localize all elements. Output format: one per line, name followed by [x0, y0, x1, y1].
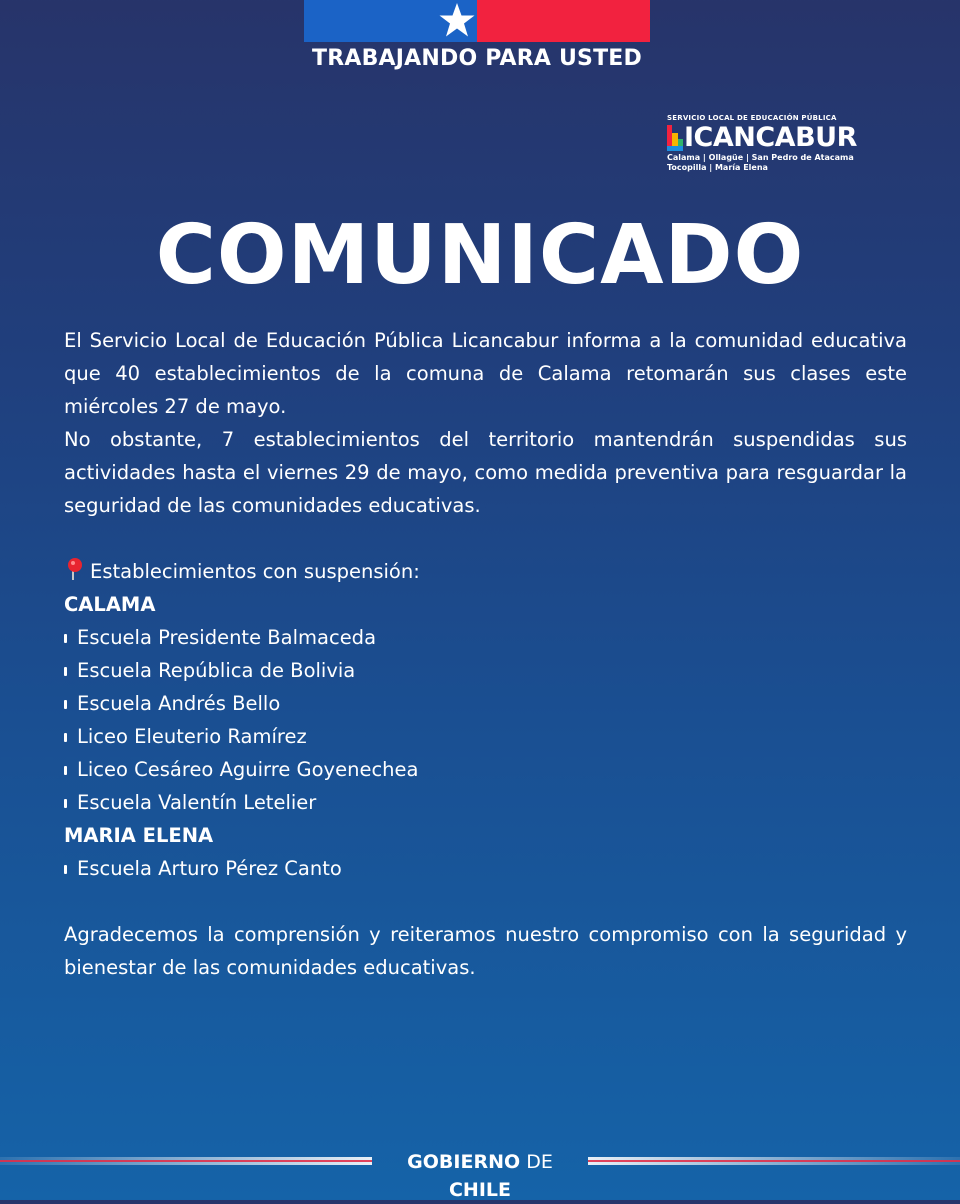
region-calama: CALAMA	[64, 593, 156, 616]
list-item: Escuela Presidente Balmaceda	[64, 621, 907, 654]
footer-stripe-left	[0, 1157, 372, 1165]
footer-stripe-right	[588, 1157, 960, 1165]
government-logo-text: GOBIERNO DE CHILE	[407, 1151, 553, 1201]
header-slogan: TRABAJANDO PARA USTED	[312, 46, 642, 71]
logo-sub-line-1: Calama | Ollagüe | San Pedro de Atacama	[667, 153, 854, 162]
page-title: COMUNICADO	[155, 208, 805, 303]
logo-name: ICANCABUR	[684, 122, 857, 153]
list-heading: Establecimientos con suspensión:	[90, 560, 420, 583]
paragraph-2: No obstante, 7 establecimientos del territorio mantendrán suspendidas sus actividades hasta el viernes 29 de mayo, como medida preventiva para resguardar la seguridad de las comunidades educativas.	[64, 428, 907, 517]
closing-paragraph: Agradecemos la comprensión y reiteramos nuestro compromiso con la seguridad y bienestar de las comunidades educativas.	[64, 923, 907, 979]
logo-top-line: SERVICIO LOCAL DE EDUCACIÓN PÚBLICA	[667, 114, 837, 122]
logo-mark-icon	[667, 125, 683, 151]
flag-blue-field	[304, 0, 477, 42]
list-item: Escuela Arturo Pérez Canto	[64, 852, 907, 885]
logo-sub-line-2: Tocopilla | María Elena	[667, 163, 768, 172]
flag-red-field	[477, 0, 650, 42]
list-item: Escuela Andrés Bello	[64, 687, 907, 720]
footer-government	[0, 1148, 960, 1201]
star-icon	[436, 0, 478, 42]
list-item: Escuela República de Bolivia	[64, 654, 907, 687]
licancabur-logo	[667, 114, 907, 173]
list-item: Liceo Cesáreo Aguirre Goyenechea	[64, 753, 907, 786]
communique-body	[64, 324, 907, 984]
logo-brand	[667, 122, 907, 153]
map-pin-icon	[64, 557, 86, 581]
chile-flag-banner	[304, 0, 650, 42]
list-item: Escuela Valentín Letelier	[64, 786, 907, 819]
region-maria-elena: MARIA ELENA	[64, 824, 214, 847]
list-heading-row	[64, 555, 907, 588]
paragraph-1: El Servicio Local de Educación Pública Licancabur informa a la comunidad educativa que 40 establecimientos de la comuna de Calama retomarán sus clases este miércoles 27 de mayo.	[64, 329, 907, 418]
list-item: Liceo Eleuterio Ramírez	[64, 720, 907, 753]
